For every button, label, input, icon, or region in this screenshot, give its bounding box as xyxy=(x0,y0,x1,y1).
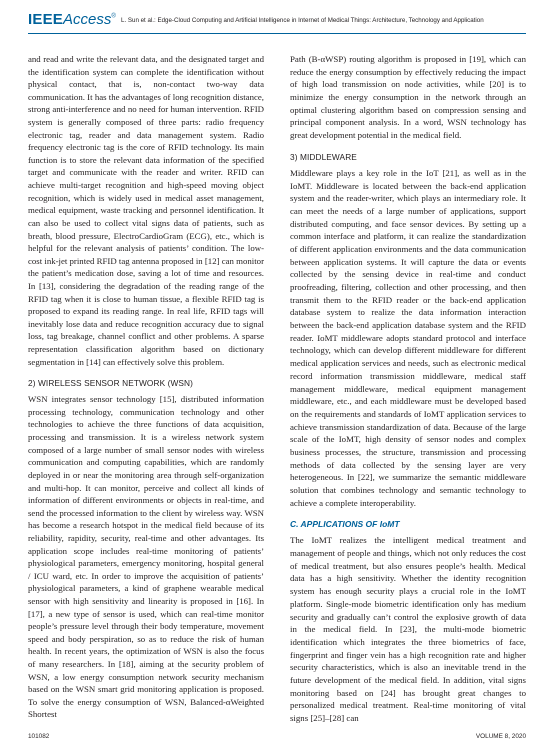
right-column xyxy=(290,53,526,725)
body-paragraph: The IoMT realizes the intelligent medical treatment and management of people and things, which not only reduces the cost of medical treatment, but also ensures people’s health. Medical data has a high sensitivity. Whether the identity recognition system has enough security plays a crucial role in the IoMT platform. Single-mode biometric identification only has medium security and gradually can’t control the explosive growth of data in the medical field. In [23], the multi-mode biometric identification which integrates the three biometrics of face, fingerprint and finger vein has a high recognition rate and higher security characteristics, which is also an inevitable trend in the future development of the medical field. In addition, vital signs monitoring based on [24] has brought great changes to personalized medical treatment. Real-time monitoring of vital signs [25]–[28] can xyxy=(290,535,526,723)
body-paragraph: WSN integrates sensor technology [15], distributed information processing technology, communication technology and other technologies to achieve the three functions of data acquisition, processing and transmission. It is a wireless network system composed of a large number of small sensor nodes with wireless communication and computing capabilities, which are randomly deployed in or near the monitoring area through self-organization and multi-hop. It can monitor, perceive and collect all kinds of information of different environments or objects in real-time, and send the processed information to the client by wireless way. WSN has become a research hotspot in the medical field because of its reliability, rapidity, security, real-time and other advantages. Its application scope includes real-time monitoring of patients’ physiological parameters, emergency monitoring, hospital general / ICU ward, etc. In order to improve the acquisition of patients’ physiological parameters, a kind of graphene wearable medical sensor with high sensitivity and linearity is proposed in [16]. In [17], a new type of sensor is used, which can real-time monitor people’s pressure level through their body temperature, movement speed and body perspiration, so as to reduce the risk of human health. In recent years, the optimization of WSN is also the focus of many researchers. In [18], aiming at the security problem of WSN, a low energy consumption network security mechanism based on the WSN smart grid monitoring application is proposed. To solve the energy consumption of WSN, Balanced-αWeighted Shortest xyxy=(28,394,264,720)
running-head: L. Sun et al.: Edge-Cloud Computing and Artificial Intelligence in Internet of Medical Things: Architecture, Technology and Application xyxy=(121,17,484,24)
header-rule xyxy=(28,33,526,34)
subsection-heading-wsn: 2) WIRELESS SENSOR NETWORK (WSN) xyxy=(28,378,194,389)
body-paragraph: Path (B-αWSP) routing algorithm is proposed in [19], which can reduce the energy consumption by effectively reducing the impact of high load transmission on node activities, while [20] is to minimize the energy consumption in the network through an optimal clustering algorithm based on compression sensing and principal component analysis. In a word, WSN technology has great development potential in the medical field. xyxy=(290,54,526,141)
logo-registered-mark: ® xyxy=(111,13,116,20)
logo-access-text: Access xyxy=(62,11,112,28)
logo-ieee-text: IEEE xyxy=(28,11,63,28)
volume-label: VOLUME 8, 2020 xyxy=(475,733,526,740)
body-paragraph: and read and write the relevant data, and the designated target and the identification system can complete the identification without physical contact, that is, non-contact two-way data communication. It has the advantages of long recognition distance, strong anti-interference and no need for human intervention. RFID system is generally composed of three parts: radio frequency electronic tag, reader and data management system. Radio frequency electronic tag is the core of RFID technology. Its main function is to store the relevant data information of the specified target and communicate with the reader and writer. RFID can achieve multi-target recognition and high-speed moving object recognition, which is widely used in medical asset management, medical equipment, waste tracking and personnel identification. It can also be used to collect vital signs data of patients, such as breath, blood pressure, ElectroCardioGram (ECG), etc., which is helpful for the relevant analysis of patients’ condition. The low-cost ink-jet printed RFID tag antenna proposed in [12] can monitor the patient’s medication dose, saving a lot of time and resources. In [13], considering the degradation of the reading range of the RFID tag when it is close to human tissue, a flexible RFID tag is proposed to expand its reading range. In real life, RFID tags will inevitably lose data and reduce recognition accuracy due to signal loss, tag breakage, channel conflict and other problems. A sparse representation classification algorithm based on dictionary segmentation in [14] can effectively solve this problem. xyxy=(28,54,264,367)
left-column xyxy=(28,53,264,721)
ieee-access-logo xyxy=(28,11,116,29)
page-number: 101082 xyxy=(28,733,50,740)
section-heading-applications: C. APPLICATIONS OF IoMT xyxy=(290,519,400,530)
body-paragraph: Middleware plays a key role in the IoT [21], as well as in the IoMT. Middleware is located between the back-end application system and the reader-writer, which plays an intermediary role. It can meet the needs of a large number of applications, support distributed computing, and face sensor devices. By setting up a common interface and platform, it can realize the standardization of different application environments and the data communication between application systems. It will capture the data or events collected by the sensing device in real-time and conduct proofreading, filtering, collection and other processing, and then transmit them to the RFID reader or the back-end application database system to realize the data information interaction between the back-end application database system and the RFID reader. IoMT middleware adopts standard protocol and interface technology, which can develop different middleware for different medical application services and needs, such as electronic medical record information transmission middleware, medical staff management middleware, medical equipment management middleware, etc., and each middleware must be developed based on the requirements and standards of IoMT application services to achieve transmission standardization of data. Because of the large scale of the IoMT, high density of sensor nodes and complex business processes, the structure, transmission and processing methods of data collected by the sensing layer are very heterogeneous. In [22], we summarize the semantic middleware solution that combines technology and semantic technology to achieve a complete interoperability. xyxy=(290,167,526,508)
page-header xyxy=(28,11,526,33)
subsection-heading-middleware: 3) MIDDLEWARE xyxy=(290,151,357,162)
